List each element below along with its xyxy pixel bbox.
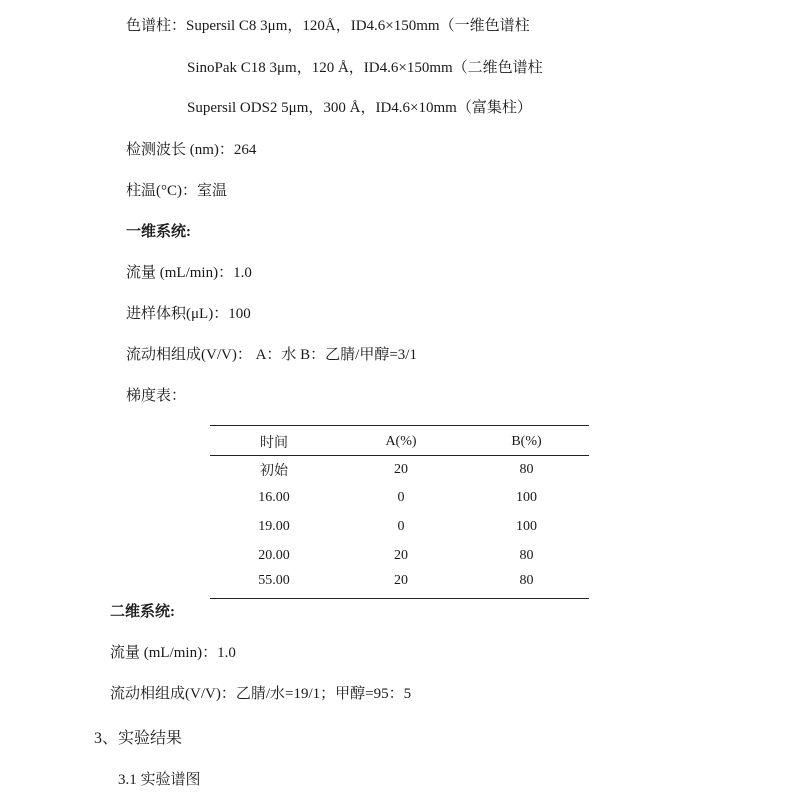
detection-wavelength: 检测波长 (nm)：264 [126, 142, 257, 158]
table-row [210, 456, 589, 485]
gradient-table-header [210, 426, 589, 456]
column-spec-1: 色谱柱：Supersil C8 3μm，120Å，ID4.6×150mm（一维色谱柱 [126, 18, 530, 34]
cell-b: 80 [519, 547, 534, 563]
cell-a: 0 [397, 518, 405, 534]
column-temperature: 柱温(°C)：室温 [126, 183, 227, 199]
dim2-mobile-phase: 流动相组成(V/V)：乙腈/水=19/1；甲醇=95：5 [110, 686, 412, 702]
cell-b: 80 [519, 462, 534, 478]
header-b: B(%) [464, 426, 589, 456]
gradient-table [210, 425, 589, 599]
cell-time: 16.00 [258, 490, 290, 506]
cell-a: 20 [394, 462, 408, 478]
table-row [210, 570, 589, 599]
section-3-title: 3、实验结果 [94, 730, 183, 747]
column-spec-2: SinoPak C18 3μm，120 Å，ID4.6×150mm（二维色谱柱 [187, 60, 543, 76]
cell-b: 100 [516, 518, 537, 534]
cell-time: 20.00 [258, 547, 290, 563]
gradient-label: 梯度表： [126, 388, 187, 404]
dim1-heading: 一维系统: [126, 224, 191, 240]
section-3-1-title: 3.1 实验谱图 [118, 772, 201, 788]
cell-a: 20 [394, 547, 408, 563]
dim1-mobile-phase: 流动相组成(V/V)： A：水 B：乙腈/甲醇=3/1 [126, 347, 417, 363]
cell-time: 19.00 [258, 518, 290, 534]
header-time: 时间 [210, 426, 338, 456]
dim2-heading: 二维系统: [110, 604, 175, 620]
dim2-flow-rate: 流量 (mL/min)：1.0 [110, 645, 236, 661]
dim1-flow-rate: 流量 (mL/min)：1.0 [126, 265, 252, 281]
cell-a: 0 [397, 490, 405, 506]
cell-time: 55.00 [210, 570, 338, 599]
column-spec-3: Supersil ODS2 5μm，300 Å，ID4.6×10mm（富集柱） [187, 100, 532, 116]
cell-a: 20 [338, 570, 464, 599]
table-row [210, 484, 589, 513]
cell-b: 80 [464, 570, 589, 599]
cell-b: 100 [516, 490, 537, 506]
header-a: A(%) [338, 426, 464, 456]
table-row [210, 513, 589, 542]
dim1-injection-volume: 进样体积(μL)：100 [126, 306, 251, 322]
cell-time: 初始 [260, 464, 288, 480]
table-row [210, 541, 589, 570]
